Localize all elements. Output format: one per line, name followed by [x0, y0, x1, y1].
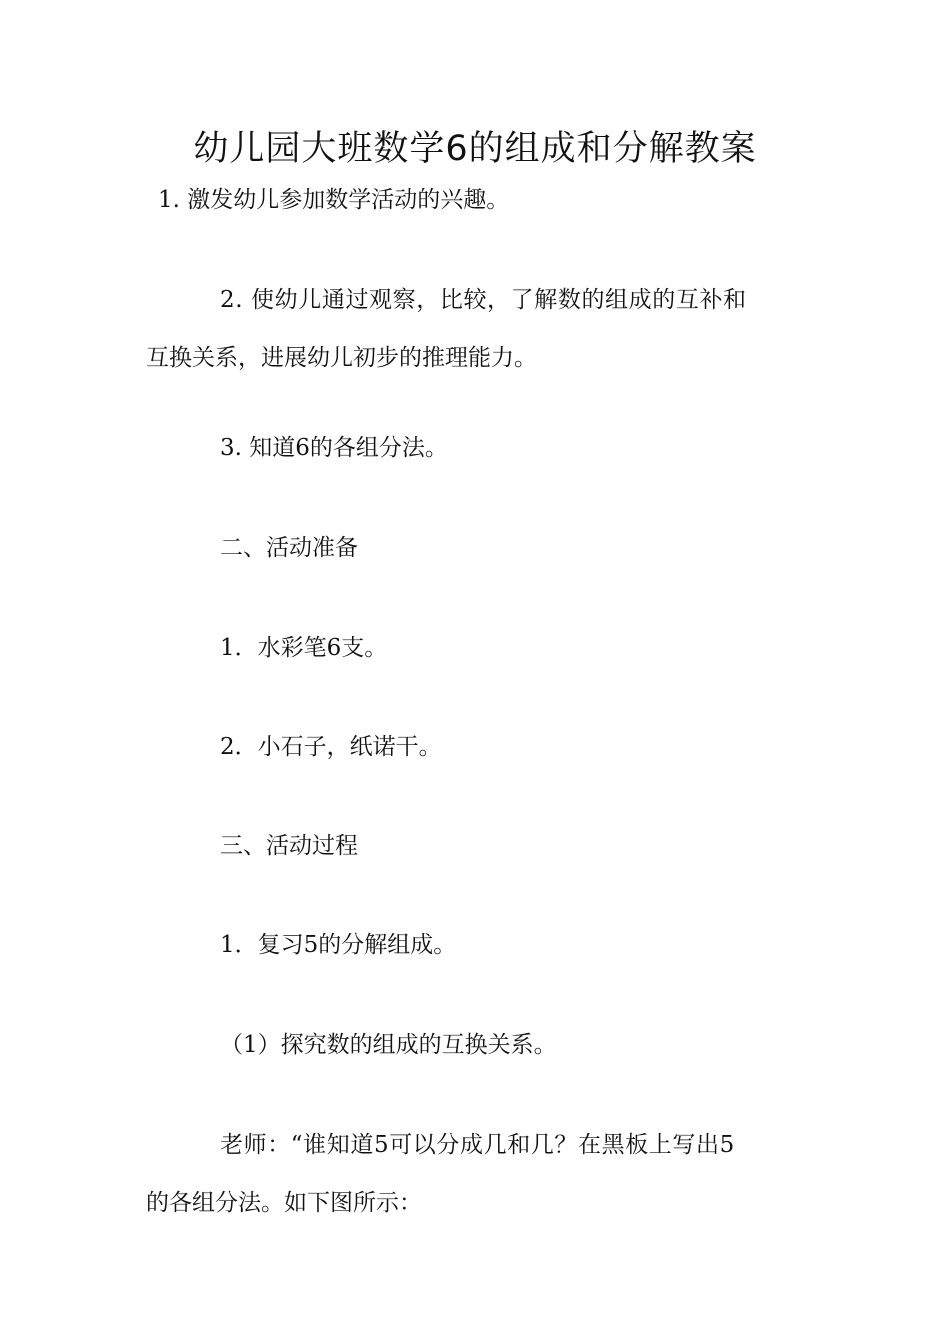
- process-substep-1: （1）探究数的组成的互换关系。: [220, 1032, 557, 1058]
- teacher-dialogue-line-2: 的各组分法。如下图所示：: [146, 1190, 422, 1216]
- document-title: 幼儿园大班数学6的组成和分解教案: [193, 129, 757, 169]
- objective-2-line-1: 2. 使幼儿通过观察，比较，了解数的组成的互补和: [220, 287, 747, 313]
- objective-2: [146, 285, 808, 373]
- preparation-item-1: 1．水彩笔6支。: [220, 635, 388, 661]
- objective-2-line-2: 互换关系，进展幼儿初步的推理能力。: [146, 345, 537, 371]
- preparation-item-2: 2．小石子，纸诺干。: [220, 734, 442, 760]
- objective-1: 1. 激发幼儿参加数学活动的兴趣。: [158, 187, 510, 213]
- teacher-dialogue-line-1: 老师：“谁知道5可以分成几和几？在黑板上写出5: [220, 1132, 735, 1158]
- teacher-dialogue: [146, 1130, 808, 1218]
- section-heading-process: 三、活动过程: [220, 833, 358, 859]
- section-heading-preparation: 二、活动准备: [220, 535, 358, 561]
- objective-3: 3. 知道6的各组分法。: [220, 435, 448, 461]
- process-step-1: 1．复习5的分解组成。: [220, 932, 457, 958]
